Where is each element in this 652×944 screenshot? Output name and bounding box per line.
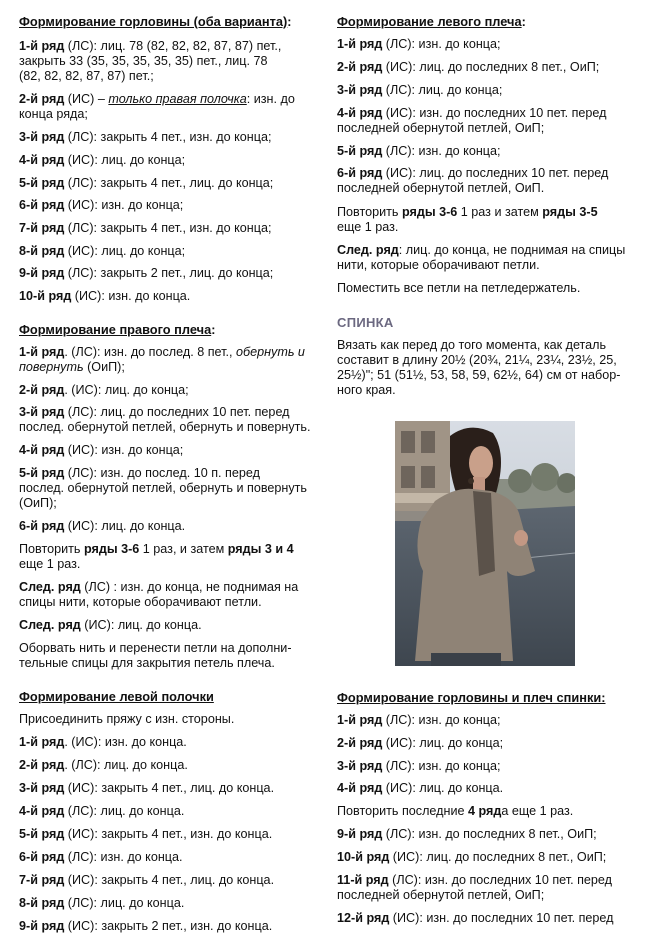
back-neck-row-11-line2: последней обернутой петлей, ОиП; xyxy=(337,888,545,902)
back-neck-row: 3-й ряд (ЛС): изн. до конца; xyxy=(337,759,501,773)
left-shoulder-row-2: 2-й ряд (ИС): лиц. до последних 8 пет., ОиП; xyxy=(337,60,600,74)
right-shoulder-next-row-line2: спицы нити, которые оборачивают петли. xyxy=(19,595,262,609)
right-shoulder-finish: Оборвать нить и перенести петли на дополни- xyxy=(19,641,292,655)
model-photo-illustration xyxy=(395,421,575,666)
neck-row: 3-й ряд (ЛС): закрыть 4 пет., изн. до конца; xyxy=(19,130,272,144)
left-shoulder-finish: Поместить все петли на петледержатель. xyxy=(337,281,581,295)
back-neck-row-9: 9-й ряд (ЛС): изн. до последних 8 пет., ОиП; xyxy=(337,827,597,841)
right-shoulder-row-3-line2: послед. обернутой петлей, обернуть и повернуть. xyxy=(19,420,311,434)
right-shoulder-row-2: 2-й ряд. (ИС): лиц. до конца; xyxy=(19,383,189,397)
model-photo xyxy=(395,421,575,666)
left-shoulder-row-5: 5-й ряд (ЛС): изн. до конца; xyxy=(337,144,501,158)
neck-row: 8-й ряд (ИС): лиц. до конца; xyxy=(19,244,186,258)
neck-row: 5-й ряд (ЛС): закрыть 4 пет., лиц. до конца; xyxy=(19,176,274,190)
right-shoulder-row-1-line2: повернуть (ОиП); xyxy=(19,360,125,374)
right-shoulder-row-5: 5-й ряд (ЛС): изн. до послед. 10 п. перед xyxy=(19,466,260,480)
left-front-intro: Присоединить пряжу с изн. стороны. xyxy=(19,712,235,726)
right-shoulder-heading: Формирование правого плеча: xyxy=(19,322,216,337)
back-neck-row-11: 11-й ряд (ЛС): изн. до последних 10 пет. перед xyxy=(337,873,612,887)
back-neck-heading: Формирование горловины и плеч спинки: xyxy=(337,690,606,705)
left-front-row: 4-й ряд (ЛС): лиц. до конца. xyxy=(19,804,185,818)
back-neck-row: 1-й ряд (ЛС): изн. до конца; xyxy=(337,713,501,727)
left-shoulder-row-6-line2: последней обернутой петлей, ОиП. xyxy=(337,181,545,195)
neck-row: 10-й ряд (ИС): изн. до конца. xyxy=(19,289,191,303)
right-shoulder-row-1: 1-й ряд. (ЛС): изн. до послед. 8 пет., обернуть и xyxy=(19,345,305,359)
left-shoulder-row-4: 4-й ряд (ИС): изн. до последних 10 пет. перед xyxy=(337,106,607,120)
left-front-row: 2-й ряд. (ЛС): лиц. до конца. xyxy=(19,758,188,772)
back-text-line2: составит в длину 20½ (20¾, 21¼, 23¼, 23½, 25, xyxy=(337,353,617,367)
right-shoulder-row-3: 3-й ряд (ЛС): лиц. до последних 10 пет. перед xyxy=(19,405,290,419)
back-section-heading: СПИНКА xyxy=(337,315,394,330)
left-front-row: 9-й ряд (ИС): закрыть 2 пет., изн. до конца. xyxy=(19,919,273,933)
left-front-row: 3-й ряд (ИС): закрыть 4 пет., лиц. до конца. xyxy=(19,781,275,795)
back-neck-row: 4-й ряд (ИС): лиц. до конца. xyxy=(337,781,504,795)
left-shoulder-row-6: 6-й ряд (ИС): лиц. до последних 10 пет. перед xyxy=(337,166,609,180)
neck-row-1-line3: (82, 82, 82, 87, 87) пет.; xyxy=(19,69,154,83)
back-neck-row: 2-й ряд (ИС): лиц. до конца; xyxy=(337,736,504,750)
left-shoulder-repeat-line2: еще 1 раз. xyxy=(337,220,399,234)
neck-row-1-line2: закрыть 33 (35, 35, 35, 35, 35) пет., лиц. 78 xyxy=(19,54,268,68)
neck-row: 4-й ряд (ИС): лиц. до конца; xyxy=(19,153,186,167)
back-neck-row-12: 12-й ряд (ИС): изн. до последних 10 пет. перед xyxy=(337,911,614,925)
left-front-row: 8-й ряд (ЛС): лиц. до конца. xyxy=(19,896,185,910)
neck-row: 7-й ряд (ЛС): закрыть 4 пет., изн. до конца; xyxy=(19,221,272,235)
back-text-line3: 25½)"; 51 (51½, 53, 58, 59, 62½, 64) см от набор- xyxy=(337,368,621,382)
back-text-line4: ного края. xyxy=(337,383,396,397)
right-shoulder-repeat-line2: еще 1 раз. xyxy=(19,557,81,571)
neck-row: 9-й ряд (ЛС): закрыть 2 пет., лиц. до конца; xyxy=(19,266,274,280)
left-shoulder-row-4-line2: последней обернутой петлей, ОиП; xyxy=(337,121,545,135)
right-shoulder-row-5-line2: послед. обернутой петлей, обернуть и повернуть xyxy=(19,481,307,495)
right-shoulder-repeat: Повторить ряды 3-6 1 раз, и затем ряды 3 и 4 xyxy=(19,542,294,556)
neck-row: 6-й ряд (ИС): изн. до конца; xyxy=(19,198,184,212)
left-shoulder-repeat: Повторить ряды 3-6 1 раз и затем ряды 3-5 xyxy=(337,205,598,219)
right-shoulder-row-5-line3: (ОиП); xyxy=(19,496,57,510)
neck-row-1: 1-й ряд (ЛС): лиц. 78 (82, 82, 82, 87, 87) пет., xyxy=(19,39,282,53)
left-shoulder-next-row-line2: нити, которые оборачивают петли. xyxy=(337,258,540,272)
back-neck-row-10: 10-й ряд (ИС): лиц. до последних 8 пет., ОиП; xyxy=(337,850,607,864)
neck-row-2: 2-й ряд (ИС) – только правая полочка: изн. до xyxy=(19,92,295,106)
neck-row-2-line2: конца ряда; xyxy=(19,107,88,121)
left-front-row: 6-й ряд (ЛС): изн. до конца. xyxy=(19,850,183,864)
back-neck-repeat: Повторить последние 4 ряда еще 1 раз. xyxy=(337,804,574,818)
back-text: Вязать как перед до того момента, как деталь xyxy=(337,338,607,352)
left-shoulder-row-1: 1-й ряд (ЛС): изн. до конца; xyxy=(337,37,501,51)
right-shoulder-row-6: 6-й ряд (ИС): лиц. до конца. xyxy=(19,519,186,533)
left-front-row: 5-й ряд (ИС): закрыть 4 пет., изн. до конца. xyxy=(19,827,273,841)
left-front-heading: Формирование левой полочки xyxy=(19,689,214,704)
left-shoulder-next-row: След. ряд: лиц. до конца, не поднимая на спицы xyxy=(337,243,626,257)
left-shoulder-row-3: 3-й ряд (ЛС): лиц. до конца; xyxy=(337,83,503,97)
right-shoulder-finish-line2: тельные спицы для закрытия петель плеча. xyxy=(19,656,275,670)
left-front-row: 7-й ряд (ИС): закрыть 4 пет., лиц. до конца. xyxy=(19,873,275,887)
right-shoulder-next-row-2: След. ряд (ИС): лиц. до конца. xyxy=(19,618,202,632)
neck-heading: Формирование горловины (оба варианта): xyxy=(19,14,292,29)
left-front-row: 1-й ряд. (ИС): изн. до конца. xyxy=(19,735,187,749)
right-shoulder-next-row: След. ряд (ЛС) : изн. до конца, не поднимая на xyxy=(19,580,299,594)
left-shoulder-heading: Формирование левого плеча: xyxy=(337,14,526,29)
right-shoulder-row-4: 4-й ряд (ИС): изн. до конца; xyxy=(19,443,184,457)
